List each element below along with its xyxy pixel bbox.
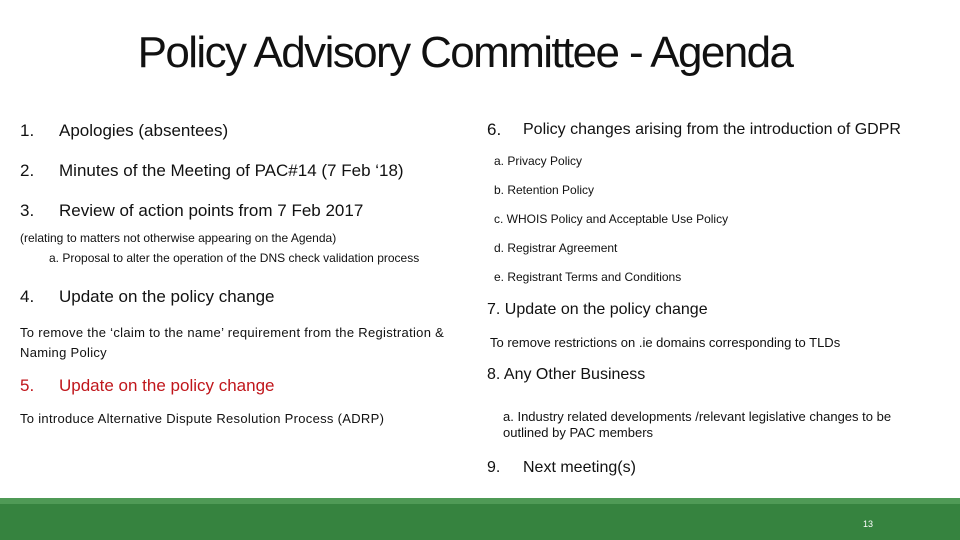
page-number: 13 [863,519,874,529]
item-6-number: 6. [487,120,502,139]
item-5-number: 5. [20,376,35,395]
item-6-text: Policy changes arising from the introduction of GDPR [523,121,901,138]
item-2-text: Minutes of the Meeting of PAC#14 (7 Feb ‘18) [59,161,404,180]
item-2-number: 2. [20,161,35,180]
item-6-subitem-c: c. WHOIS Policy and Acceptable Use Policy [494,212,729,226]
item-4-number: 4. [20,287,35,306]
item-7-text: 7. Update on the policy change [487,301,708,318]
item-3-subitem: a. Proposal to alter the operation of the DNS check validation process [49,251,420,265]
item-6-subitem-d: d. Registrar Agreement [494,241,618,255]
item-9-text: Next meeting(s) [523,459,636,476]
item-7-description: To remove restrictions on .ie domains corresponding to TLDs [490,335,841,350]
item-3-note: (relating to matters not otherwise appearing on the Agenda) [20,231,337,245]
item-1-text: Apologies (absentees) [59,121,229,140]
item-1-number: 1. [20,121,35,140]
item-8-description: a. Industry related developments /relevant legislative changes to be outlined by PAC members [503,409,892,440]
item-3-text: Review of action points from 7 Feb 2017 [59,201,364,220]
item-5-description: To introduce Alternative Dispute Resolution Process (ADRP) [20,411,385,426]
item-5-text: Update on the policy change [59,376,275,395]
item-6-subitem-a: a. Privacy Policy [494,154,583,168]
item-6-subitem-e: e. Registrant Terms and Conditions [494,270,682,284]
item-6-subitem-b: b. Retention Policy [494,183,595,197]
item-3-number: 3. [20,201,35,220]
item-9-number: 9. [487,459,501,476]
footer-highlight-strip [0,498,960,504]
page-title: Policy Advisory Committee - Agenda [137,28,793,77]
item-4-text: Update on the policy change [59,287,275,306]
item-8-text: 8. Any Other Business [487,366,646,383]
item-4-description: To remove the ‘claim to the name’ requirement from the Registration & Naming Policy [20,325,445,360]
footer-bar [0,498,960,540]
